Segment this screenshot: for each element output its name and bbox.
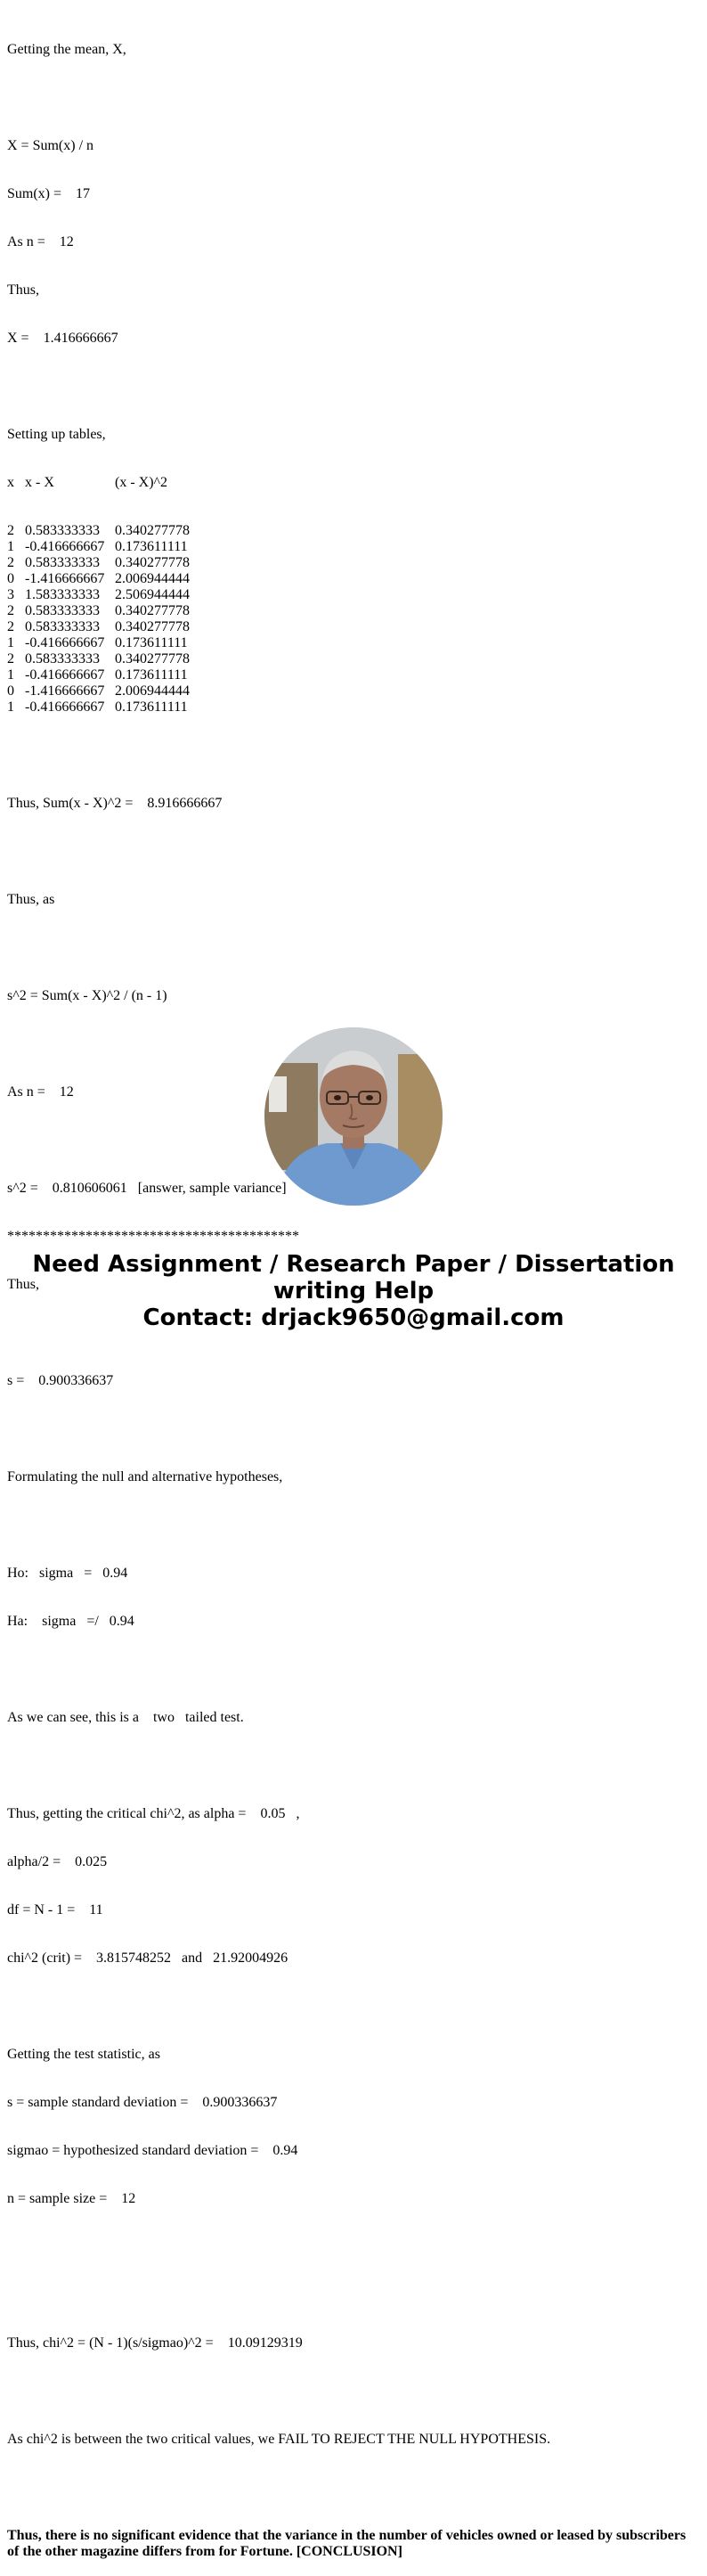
decision-text: As chi^2 is between the two critical values, we FAIL TO REJECT THE NULL HYPOTHESIS. (7, 2432, 551, 2447)
critical-line-2: alpha/2 = 0.025 (7, 1854, 108, 1869)
cell-x: 2 (7, 555, 14, 570)
critical-line-1: Thus, getting the critical chi^2, as alpha = 0.05 , (7, 1806, 300, 1821)
cell-x: 1 (7, 699, 14, 715)
table-row (7, 683, 693, 699)
cell-deviation: -0.416666667 (25, 699, 105, 715)
table-row (7, 651, 693, 667)
critical-line-4: chi^2 (crit) = 3.815748252 and 21.92004926 (7, 1950, 288, 1966)
cell-squared: 0.340277778 (115, 619, 190, 634)
tail-text: As we can see, this is a two tailed test. (7, 1710, 244, 1725)
cell-deviation: 0.583333333 (25, 619, 100, 634)
statistic-s-line: s = sample standard deviation = 0.900336637 (7, 2095, 278, 2110)
cell-deviation: 0.583333333 (25, 603, 100, 618)
cell-x: 3 (7, 587, 14, 602)
table-row (7, 587, 693, 603)
col-header-x: x (7, 475, 14, 490)
cell-squared: 2.506944444 (115, 587, 190, 602)
cell-x: 1 (7, 635, 14, 650)
cell-deviation: 0.583333333 (25, 555, 100, 570)
promo-line-2: writing Help (272, 1278, 435, 1304)
cell-x: 2 (7, 603, 14, 618)
mean-heading: Getting the mean, X, (7, 42, 126, 57)
cell-squared: 0.173611111 (115, 635, 188, 650)
thus-text-2: Thus, (7, 1277, 39, 1292)
table-row (7, 699, 693, 716)
table-row (7, 667, 693, 683)
null-hypothesis: Ho: sigma = 0.94 (7, 1566, 128, 1581)
table-row (7, 619, 693, 635)
cell-deviation: -1.416666667 (25, 571, 105, 586)
cell-x: 2 (7, 523, 14, 538)
cell-deviation: 1.583333333 (25, 587, 100, 602)
cell-squared: 0.173611111 (115, 539, 188, 554)
table-row (7, 635, 693, 651)
cell-x: 2 (7, 619, 14, 634)
critical-line-3: df = N - 1 = 11 (7, 1902, 103, 1918)
cell-squared: 0.173611111 (115, 667, 188, 683)
cell-squared: 2.006944444 (115, 683, 190, 699)
table-row (7, 555, 693, 571)
cell-deviation: -0.416666667 (25, 667, 105, 683)
col-header-deviation: x - X (25, 475, 54, 490)
variance-formula: s^2 = Sum(x - X)^2 / (n - 1) (7, 988, 167, 1003)
sum-x-line: Sum(x) = 17 (7, 186, 91, 201)
thus-text: Thus, (7, 282, 39, 298)
table-row (7, 539, 693, 555)
promo-banner (0, 1251, 707, 1331)
cell-deviation: -1.416666667 (25, 683, 105, 699)
sum-squares-line: Thus, Sum(x - X)^2 = 8.916666667 (7, 796, 223, 811)
statistic-n-line: n = sample size = 12 (7, 2191, 136, 2206)
promo-line-1: Need Assignment / Research Paper / Dissertation (32, 1251, 675, 1278)
cell-squared: 0.340277778 (115, 555, 190, 570)
n-line-2: As n = 12 (7, 1084, 74, 1100)
statistic-heading: Getting the test statistic, as (7, 2047, 160, 2062)
alt-hypothesis: Ha: sigma =/ 0.94 (7, 1614, 134, 1629)
cell-x: 1 (7, 539, 14, 554)
table-row (7, 523, 693, 539)
promo-contact: Contact: drjack9650@gmail.com (142, 1304, 565, 1331)
mean-result: X = 1.416666667 (7, 331, 118, 346)
table-header-row (7, 475, 693, 491)
cell-squared: 0.340277778 (115, 603, 190, 618)
thus-as-text: Thus, as (7, 892, 55, 907)
table-heading: Setting up tables, (7, 427, 106, 442)
cell-deviation: 0.583333333 (25, 651, 100, 666)
author-photo (264, 1027, 443, 1206)
cell-deviation: 0.583333333 (25, 523, 100, 538)
sd-result: s = 0.900336637 (7, 1373, 114, 1388)
cell-squared: 0.340277778 (115, 651, 190, 666)
cell-deviation: -0.416666667 (25, 635, 105, 650)
mean-formula: X = Sum(x) / n (7, 138, 94, 153)
cell-deviation: -0.416666667 (25, 539, 105, 554)
col-header-squared: (x - X)^2 (115, 475, 168, 490)
cell-squared: 0.340277778 (115, 523, 190, 538)
conclusion-text: Thus, there is no significant evidence that the variance in the number of vehicles owned or leased by subscribers of the other magazine differs from for Fortune. [CONCLUSION] (7, 2528, 687, 2559)
cell-x: 0 (7, 683, 14, 699)
cell-x: 2 (7, 651, 14, 666)
table-body (7, 523, 693, 716)
star-divider: ***************************************** (7, 1229, 299, 1244)
table-row (7, 571, 693, 587)
cell-x: 0 (7, 571, 14, 586)
table-row (7, 603, 693, 619)
hypotheses-heading: Formulating the null and alternative hypotheses, (7, 1469, 283, 1484)
author-avatar (264, 1027, 443, 1206)
statistic-sigma-line: sigmao = hypothesized standard deviation = 0.94 (7, 2143, 298, 2158)
cell-squared: 0.173611111 (115, 699, 188, 715)
test-statistic-result: Thus, chi^2 = (N - 1)(s/sigmao)^2 = 10.09129319 (7, 2335, 303, 2351)
n-line: As n = 12 (7, 234, 74, 249)
variance-result: s^2 = 0.810606061 [answer, sample variance] (7, 1181, 287, 1196)
cell-squared: 2.006944444 (115, 571, 190, 586)
cell-x: 1 (7, 667, 14, 683)
